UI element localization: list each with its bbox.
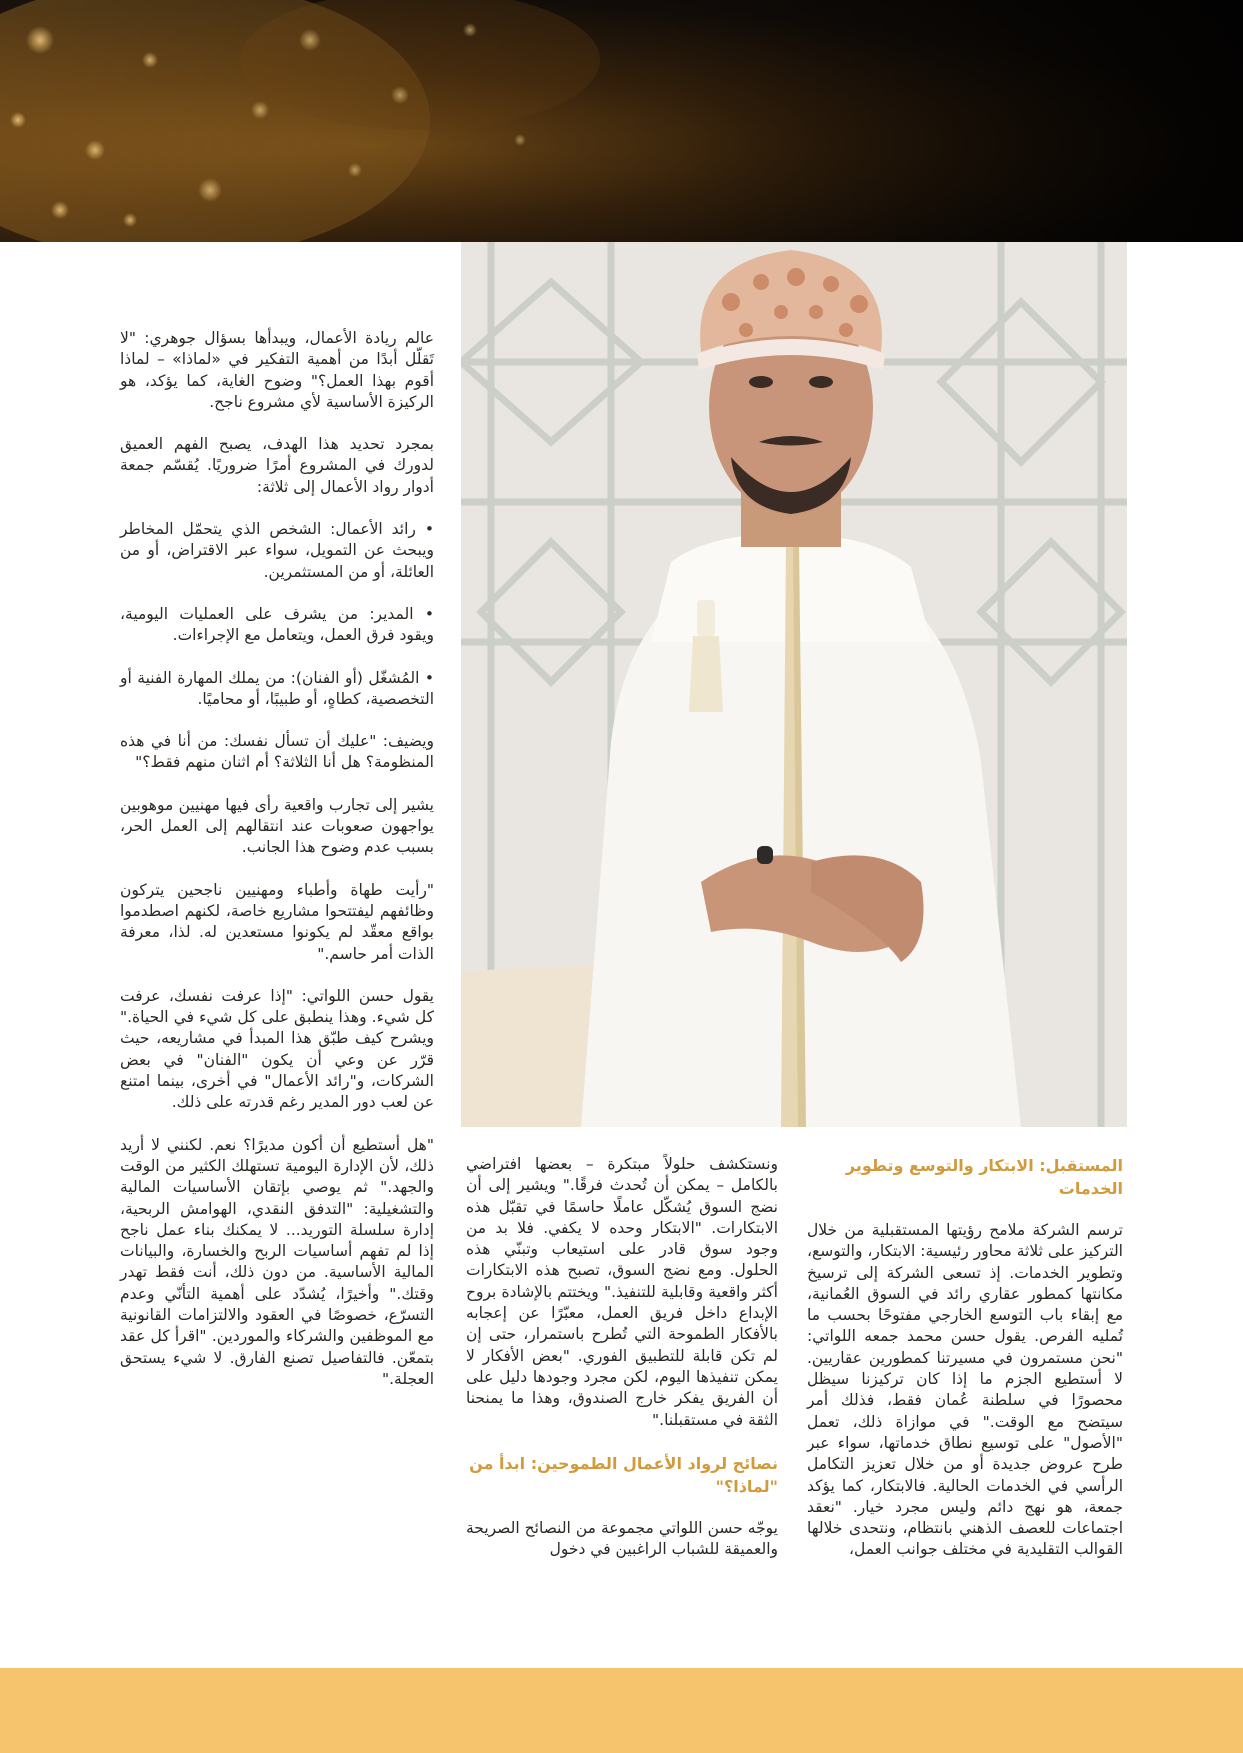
portrait-image [461,242,1127,1127]
footer-band [0,1668,1243,1753]
paragraph: عالم ريادة الأعمال، ويبدأها بسؤال جوهري: "لا تَقلّل أبدًا من أهمية التفكير في «لماذا» – لماذا أقوم بهذا العمل؟" وضوح الغاية، كما يؤكد، هو الركيزة الأساسية لأي مشروع ناجح. [120,329,434,411]
paragraph: "هل أستطيع أن أكون مديرًا؟ نعم. لكنني لا أريد ذلك، لأن الإدارة اليومية تستهلك الكثير من الوقت والجهد." ثم يوصي بإتقان الأساسيات المالية والتشغيلية: "التدفق النقدي، الهوامش الربحية، إدارة سلسلة التوريد... لا يمكنك بناء عمل ناجح إذا لم تفهم أساسيات الربح والخسارة، والبيانات المالية الأساسية. من دون ذلك، أنت فقط تهدر وقتك." وأخيرًا، يُشدّد على أهمية التأنّي وعدم التسرّع، خصوصًا في العقود والالتزامات القانونية مع الموظفين والشركاء والموردين. "اقرأ كل عقد بتمعّن. فالتفاصيل تصنع الفارق. لا شيء يستحق العجلة." [120,1135,434,1388]
list-item-operator: • المُشغّل (أو الفنان): من يملك المهارة الفنية أو التخصصية، كطاهٍ، أو طبيبًا، أو محاميًا. [120,668,434,708]
paragraph: بمجرد تحديد هذا الهدف، يصبح الفهم العميق لدورك في المشروع أمرًا ضروريًا. يُقسّم جمعة أدوار رواد الأعمال إلى ثلاثة: [120,435,434,496]
bokeh-pattern-image [0,0,1243,242]
section-heading-future: المستقبل: الابتكار والتوسع وتطوير الخدمات [845,1156,1123,1198]
article-column-left [120,328,434,1411]
paragraph: ترسم الشركة ملامح رؤيتها المستقبلية من خلال التركيز على ثلاثة محاور رئيسية: الابتكار، والتوسع، وتطوير الخدمات. إذ تسعى الشركة إلى ترسيخ مكانتها كمطور عقاري رائد في السوق العُمانية، مع إبقاء باب التوسع الخارجي مفتوحًا بحسب ما تُمليه الفرص. يقول حسن محمد جمعه اللواتي: "نحن مستمرون في مسيرتنا كمطورين عقاريين. لا أستطيع الجزم ما إذا كان تركيزنا سيظل محصورًا في سلطنة عُمان فقط، فذلك أمر سيتضح مع الوقت." في موازاة ذلك، تعمل "الأصول" على توسيع نطاق خدماتها، سواء عبر طرح عروض جديدة أو من خلال تعزيز التكامل الرأسي في الخدمات الحالية. فالابتكار، كما يؤكد جمعة، هو نهج دائم وليس مجرد خيار. "نعقد اجتماعات للعصف الذهني بانتظام، ونتحدى خلالها القوالب التقليدية في مختلف جوانب العمل، [807,1221,1123,1559]
paragraph: ويضيف: "عليك أن تسأل نفسك: من أنا في هذه المنظومة؟ هل أنا الثلاثة؟ أم اثنان منهم فقط؟" [120,732,434,772]
list-item-entrepreneur: • رائد الأعمال: الشخص الذي يتحمّل المخاطر ويبحث عن التمويل، سواء عبر الاقتراض، أو من العائلة، أو من المستثمرين. [120,520,434,581]
section-heading-advice: نصائح لرواد الأعمال الطموحين: ابدأ من "لماذا؟" [469,1453,778,1496]
paragraph: ونستكشف حلولاً مبتكرة – بعضها افتراضي بالكامل – يمكن أن تُحدث فرقًا." ويشير إلى أن نضج السوق يُشكّل عاملًا حاسمًا في تقبّل هذه الابتكارات. "الابتكار وحده لا يكفي. فلا بد من وجود سوق قادر على استيعاب وتبنّي هذه الحلول. ومع نضج السوق، تصبح هذه الابتكارات أكثر واقعية وقابلية للتنفيذ." ويختتم بالإشادة بروح الإبداع داخل فريق العمل، معبّرًا عن إعجابه بالأفكار الطموحة التي تُطرح باستمرار، حتى إن لم تكن قابلة للتطبيق الفوري. "بعض الأفكار لا يمكن تنفيذها اليوم، لكن مجرد وجودها دليل على أن الفريق يفكر خارج الصندوق، وهذا ما يمنحنا الثقة في مستقبلنا." [466,1155,778,1429]
article-column-right [807,1154,1123,1582]
article-column-middle [466,1154,778,1581]
paragraph: يوجّه حسن اللواتي مجموعة من النصائح الصريحة والعميقة للشباب الراغبين في دخول [466,1518,778,1559]
paragraph: يشير إلى تجارب واقعية رأى فيها مهنيين موهوبين يواجهون صعوبات عند انتقالهم إلى العمل الحر، بسبب عدم وضوح هذا الجانب. [120,795,434,857]
paragraph: يقول حسن اللواتي: "إذا عرفت نفسك، عرفت كل شيء. وهذا ينطبق على كل شيء في الحياة." ويشرح كيف طبّق هذا المبدأ في مشاريعه، حيث قرّر عن وعي أن يكون "الفنان" في بعض الشركات، و"رائد الأعمال" في أخرى، بينما امتنع عن لعب دور المدير رغم قدرته على ذلك. [120,986,434,1112]
decorative-banner [0,0,1243,242]
portrait-photo [461,242,1127,1127]
list-item-manager: • المدير: من يشرف على العمليات اليومية، ويقود فرق العمل، ويتعامل مع الإجراءات. [120,604,434,645]
quote-paragraph: "رأيت طهاة وأطباء ومهنيين ناجحين يتركون وظائفهم ليفتتحوا مشاريع خاصة، لكنهم اصطدموا بواقع معقّد لم يكونوا مستعدين له. لذا، معرفة الذات أمر حاسم." [120,880,434,963]
